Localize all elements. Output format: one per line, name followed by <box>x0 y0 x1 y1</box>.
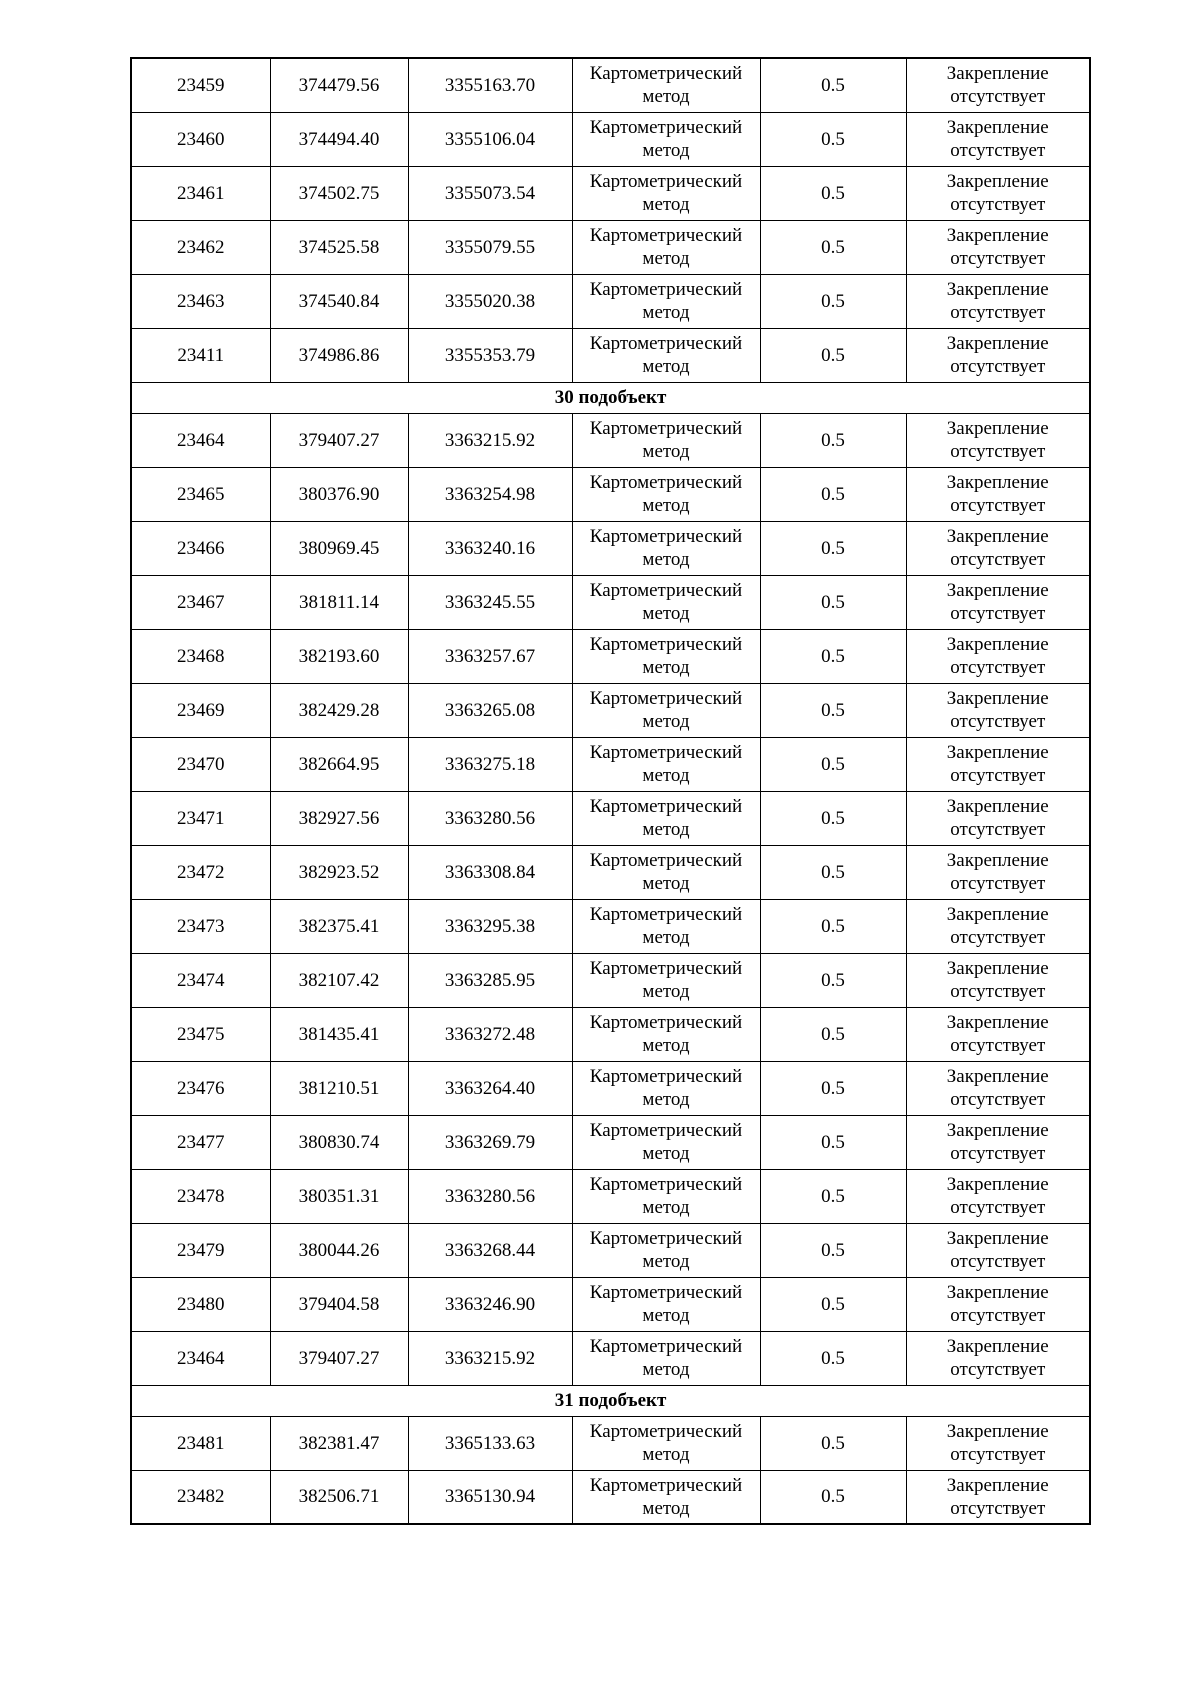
subobject-title: 31 подобъект <box>131 1385 1090 1416</box>
method-cell: Картометрический метод <box>572 845 760 899</box>
table-row <box>131 899 1090 953</box>
x-coordinate-cell: 382107.42 <box>270 953 408 1007</box>
table-row <box>131 737 1090 791</box>
precision-cell: 0.5 <box>760 575 906 629</box>
method-cell: Картометрический метод <box>572 1277 760 1331</box>
method-cell: Картометрический метод <box>572 1061 760 1115</box>
method-cell: Картометрический метод <box>572 899 760 953</box>
subobject-title: 30 подобъект <box>131 382 1090 413</box>
method-cell: Картометрический метод <box>572 737 760 791</box>
fixation-cell: Закрепление отсутствует <box>906 1115 1090 1169</box>
table-row <box>131 629 1090 683</box>
method-cell: Картометрический метод <box>572 683 760 737</box>
method-cell: Картометрический метод <box>572 1470 760 1524</box>
point-number-cell: 23476 <box>131 1061 270 1115</box>
table-row <box>131 467 1090 521</box>
point-number-cell: 23459 <box>131 58 270 112</box>
point-number-cell: 23480 <box>131 1277 270 1331</box>
precision-cell: 0.5 <box>760 220 906 274</box>
table-row <box>131 1277 1090 1331</box>
method-cell: Картометрический метод <box>572 791 760 845</box>
fixation-cell: Закрепление отсутствует <box>906 737 1090 791</box>
x-coordinate-cell: 374986.86 <box>270 328 408 382</box>
point-number-cell: 23468 <box>131 629 270 683</box>
method-cell: Картометрический метод <box>572 1007 760 1061</box>
fixation-cell: Закрепление отсутствует <box>906 112 1090 166</box>
table-row <box>131 1416 1090 1470</box>
precision-cell: 0.5 <box>760 58 906 112</box>
x-coordinate-cell: 374494.40 <box>270 112 408 166</box>
point-number-cell: 23463 <box>131 274 270 328</box>
precision-cell: 0.5 <box>760 845 906 899</box>
table-row <box>131 58 1090 112</box>
table-row <box>131 953 1090 1007</box>
fixation-cell: Закрепление отсутствует <box>906 220 1090 274</box>
fixation-cell: Закрепление отсутствует <box>906 953 1090 1007</box>
table-row <box>131 1470 1090 1524</box>
table-row <box>131 575 1090 629</box>
method-cell: Картометрический метод <box>572 1416 760 1470</box>
precision-cell: 0.5 <box>760 1277 906 1331</box>
y-coordinate-cell: 3363269.79 <box>408 1115 572 1169</box>
y-coordinate-cell: 3363264.40 <box>408 1061 572 1115</box>
fixation-cell: Закрепление отсутствует <box>906 845 1090 899</box>
method-cell: Картометрический метод <box>572 1169 760 1223</box>
x-coordinate-cell: 382664.95 <box>270 737 408 791</box>
x-coordinate-cell: 382506.71 <box>270 1470 408 1524</box>
y-coordinate-cell: 3363280.56 <box>408 791 572 845</box>
x-coordinate-cell: 379407.27 <box>270 413 408 467</box>
x-coordinate-cell: 380351.31 <box>270 1169 408 1223</box>
x-coordinate-cell: 382429.28 <box>270 683 408 737</box>
precision-cell: 0.5 <box>760 1169 906 1223</box>
point-number-cell: 23462 <box>131 220 270 274</box>
x-coordinate-cell: 374525.58 <box>270 220 408 274</box>
y-coordinate-cell: 3363295.38 <box>408 899 572 953</box>
fixation-cell: Закрепление отсутствует <box>906 274 1090 328</box>
x-coordinate-cell: 379404.58 <box>270 1277 408 1331</box>
x-coordinate-cell: 382381.47 <box>270 1416 408 1470</box>
table-row <box>131 1115 1090 1169</box>
y-coordinate-cell: 3355020.38 <box>408 274 572 328</box>
y-coordinate-cell: 3363246.90 <box>408 1277 572 1331</box>
precision-cell: 0.5 <box>760 629 906 683</box>
fixation-cell: Закрепление отсутствует <box>906 629 1090 683</box>
fixation-cell: Закрепление отсутствует <box>906 899 1090 953</box>
precision-cell: 0.5 <box>760 737 906 791</box>
method-cell: Картометрический метод <box>572 328 760 382</box>
precision-cell: 0.5 <box>760 683 906 737</box>
y-coordinate-cell: 3363215.92 <box>408 413 572 467</box>
fixation-cell: Закрепление отсутствует <box>906 683 1090 737</box>
y-coordinate-cell: 3363245.55 <box>408 575 572 629</box>
precision-cell: 0.5 <box>760 274 906 328</box>
fixation-cell: Закрепление отсутствует <box>906 521 1090 575</box>
point-number-cell: 23478 <box>131 1169 270 1223</box>
point-number-cell: 23475 <box>131 1007 270 1061</box>
table-row <box>131 845 1090 899</box>
point-number-cell: 23464 <box>131 1331 270 1385</box>
y-coordinate-cell: 3363285.95 <box>408 953 572 1007</box>
method-cell: Картометрический метод <box>572 274 760 328</box>
method-cell: Картометрический метод <box>572 521 760 575</box>
point-number-cell: 23482 <box>131 1470 270 1524</box>
table-row <box>131 166 1090 220</box>
precision-cell: 0.5 <box>760 328 906 382</box>
fixation-cell: Закрепление отсутствует <box>906 467 1090 521</box>
x-coordinate-cell: 380830.74 <box>270 1115 408 1169</box>
point-number-cell: 23411 <box>131 328 270 382</box>
y-coordinate-cell: 3355106.04 <box>408 112 572 166</box>
fixation-cell: Закрепление отсутствует <box>906 575 1090 629</box>
fixation-cell: Закрепление отсутствует <box>906 328 1090 382</box>
fixation-cell: Закрепление отсутствует <box>906 1416 1090 1470</box>
coordinates-table-body <box>131 58 1090 1524</box>
method-cell: Картометрический метод <box>572 575 760 629</box>
subobject-header-row <box>131 382 1090 413</box>
table-row <box>131 683 1090 737</box>
method-cell: Картометрический метод <box>572 467 760 521</box>
y-coordinate-cell: 3363280.56 <box>408 1169 572 1223</box>
x-coordinate-cell: 374502.75 <box>270 166 408 220</box>
y-coordinate-cell: 3363254.98 <box>408 467 572 521</box>
x-coordinate-cell: 382375.41 <box>270 899 408 953</box>
subobject-header-row <box>131 1385 1090 1416</box>
fixation-cell: Закрепление отсутствует <box>906 1331 1090 1385</box>
fixation-cell: Закрепление отсутствует <box>906 1277 1090 1331</box>
precision-cell: 0.5 <box>760 413 906 467</box>
x-coordinate-cell: 380969.45 <box>270 521 408 575</box>
table-row <box>131 1331 1090 1385</box>
precision-cell: 0.5 <box>760 899 906 953</box>
point-number-cell: 23465 <box>131 467 270 521</box>
table-row <box>131 1169 1090 1223</box>
precision-cell: 0.5 <box>760 112 906 166</box>
x-coordinate-cell: 381435.41 <box>270 1007 408 1061</box>
x-coordinate-cell: 374540.84 <box>270 274 408 328</box>
fixation-cell: Закрепление отсутствует <box>906 791 1090 845</box>
precision-cell: 0.5 <box>760 1223 906 1277</box>
point-number-cell: 23469 <box>131 683 270 737</box>
point-number-cell: 23470 <box>131 737 270 791</box>
table-row <box>131 1061 1090 1115</box>
y-coordinate-cell: 3355073.54 <box>408 166 572 220</box>
point-number-cell: 23460 <box>131 112 270 166</box>
method-cell: Картометрический метод <box>572 1115 760 1169</box>
precision-cell: 0.5 <box>760 1331 906 1385</box>
table-row <box>131 791 1090 845</box>
point-number-cell: 23479 <box>131 1223 270 1277</box>
x-coordinate-cell: 381210.51 <box>270 1061 408 1115</box>
precision-cell: 0.5 <box>760 1470 906 1524</box>
point-number-cell: 23472 <box>131 845 270 899</box>
fixation-cell: Закрепление отсутствует <box>906 413 1090 467</box>
table-row <box>131 1007 1090 1061</box>
precision-cell: 0.5 <box>760 1061 906 1115</box>
point-number-cell: 23481 <box>131 1416 270 1470</box>
method-cell: Картометрический метод <box>572 1331 760 1385</box>
table-row <box>131 1223 1090 1277</box>
table-row <box>131 112 1090 166</box>
fixation-cell: Закрепление отсутствует <box>906 1470 1090 1524</box>
fixation-cell: Закрепление отсутствует <box>906 166 1090 220</box>
y-coordinate-cell: 3363265.08 <box>408 683 572 737</box>
x-coordinate-cell: 382193.60 <box>270 629 408 683</box>
x-coordinate-cell: 380376.90 <box>270 467 408 521</box>
precision-cell: 0.5 <box>760 1416 906 1470</box>
precision-cell: 0.5 <box>760 1115 906 1169</box>
y-coordinate-cell: 3363215.92 <box>408 1331 572 1385</box>
fixation-cell: Закрепление отсутствует <box>906 1223 1090 1277</box>
point-number-cell: 23474 <box>131 953 270 1007</box>
table-row <box>131 274 1090 328</box>
precision-cell: 0.5 <box>760 953 906 1007</box>
precision-cell: 0.5 <box>760 1007 906 1061</box>
point-number-cell: 23467 <box>131 575 270 629</box>
table-row <box>131 413 1090 467</box>
point-number-cell: 23464 <box>131 413 270 467</box>
method-cell: Картометрический метод <box>572 220 760 274</box>
table-row <box>131 521 1090 575</box>
point-number-cell: 23471 <box>131 791 270 845</box>
fixation-cell: Закрепление отсутствует <box>906 1061 1090 1115</box>
precision-cell: 0.5 <box>760 521 906 575</box>
fixation-cell: Закрепление отсутствует <box>906 58 1090 112</box>
table-row <box>131 220 1090 274</box>
x-coordinate-cell: 380044.26 <box>270 1223 408 1277</box>
y-coordinate-cell: 3365130.94 <box>408 1470 572 1524</box>
x-coordinate-cell: 382923.52 <box>270 845 408 899</box>
method-cell: Картометрический метод <box>572 166 760 220</box>
point-number-cell: 23461 <box>131 166 270 220</box>
precision-cell: 0.5 <box>760 467 906 521</box>
fixation-cell: Закрепление отсутствует <box>906 1169 1090 1223</box>
y-coordinate-cell: 3363308.84 <box>408 845 572 899</box>
method-cell: Картометрический метод <box>572 1223 760 1277</box>
method-cell: Картометрический метод <box>572 112 760 166</box>
method-cell: Картометрический метод <box>572 58 760 112</box>
y-coordinate-cell: 3355353.79 <box>408 328 572 382</box>
fixation-cell: Закрепление отсутствует <box>906 1007 1090 1061</box>
point-number-cell: 23477 <box>131 1115 270 1169</box>
method-cell: Картометрический метод <box>572 629 760 683</box>
y-coordinate-cell: 3363268.44 <box>408 1223 572 1277</box>
point-number-cell: 23466 <box>131 521 270 575</box>
precision-cell: 0.5 <box>760 166 906 220</box>
point-number-cell: 23473 <box>131 899 270 953</box>
y-coordinate-cell: 3363272.48 <box>408 1007 572 1061</box>
x-coordinate-cell: 381811.14 <box>270 575 408 629</box>
y-coordinate-cell: 3363240.16 <box>408 521 572 575</box>
coordinates-table <box>130 57 1091 1525</box>
y-coordinate-cell: 3365133.63 <box>408 1416 572 1470</box>
y-coordinate-cell: 3363257.67 <box>408 629 572 683</box>
y-coordinate-cell: 3355079.55 <box>408 220 572 274</box>
x-coordinate-cell: 382927.56 <box>270 791 408 845</box>
x-coordinate-cell: 379407.27 <box>270 1331 408 1385</box>
table-row <box>131 328 1090 382</box>
method-cell: Картометрический метод <box>572 953 760 1007</box>
y-coordinate-cell: 3355163.70 <box>408 58 572 112</box>
precision-cell: 0.5 <box>760 791 906 845</box>
method-cell: Картометрический метод <box>572 413 760 467</box>
x-coordinate-cell: 374479.56 <box>270 58 408 112</box>
y-coordinate-cell: 3363275.18 <box>408 737 572 791</box>
